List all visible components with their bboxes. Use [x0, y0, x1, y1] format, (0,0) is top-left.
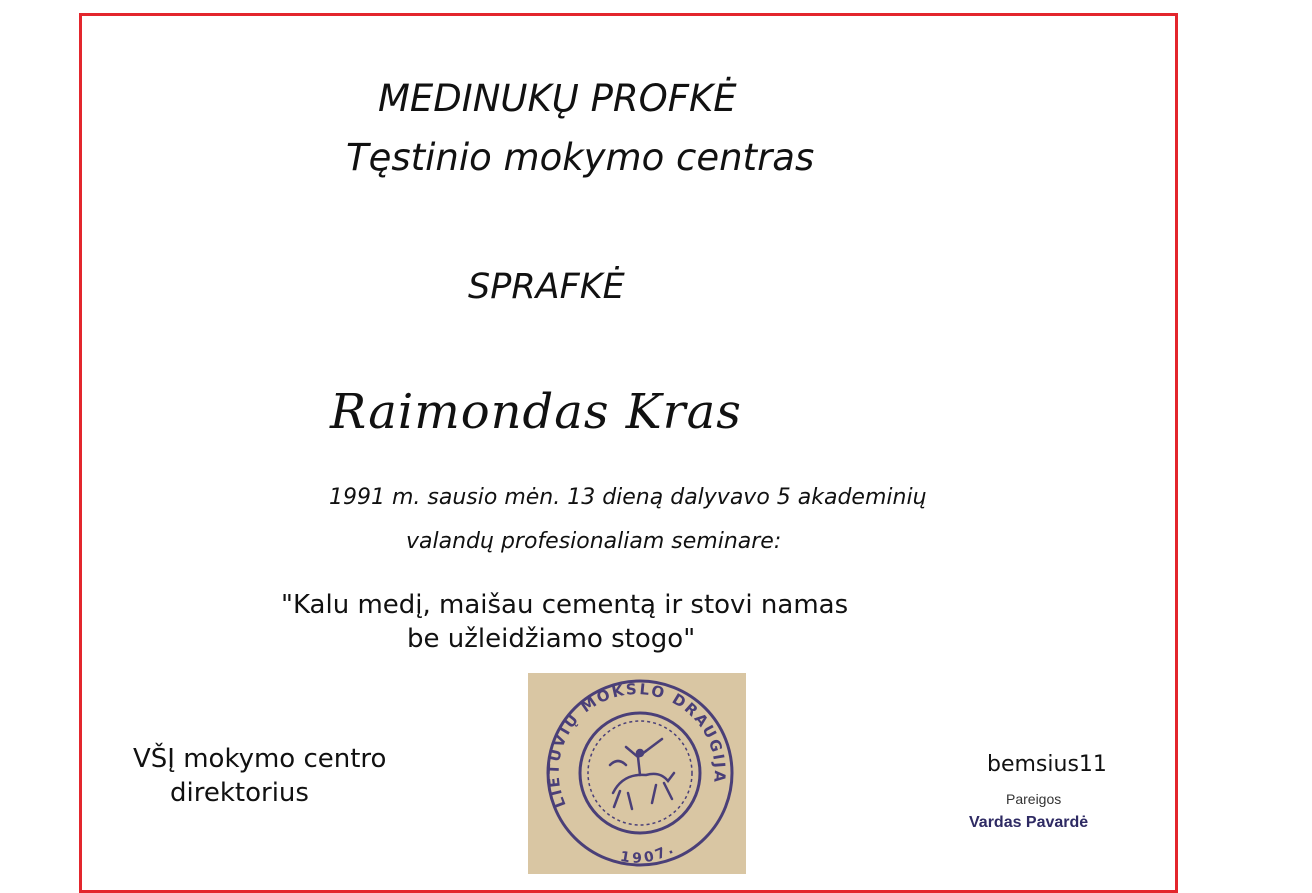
official-stamp — [528, 673, 746, 874]
horseman-emblem-icon — [610, 739, 674, 809]
signer-name: Vardas Pavardė — [969, 814, 1089, 831]
stamp-text-top: LIETUVIŲ MOKSLO DRAUGIJA — [544, 679, 730, 811]
body-text-line-2: valandų profesionaliam seminare: — [406, 529, 782, 554]
body-text-line-1: 1991 m. sausio mėn. 13 dieną dalyvavo 5 akademinių — [329, 485, 927, 510]
seminar-title-line-2: be užleidžiamo stogo" — [407, 624, 696, 654]
svg-text:LIETUVIŲ MOKSLO DRAUGIJA — [545, 680, 729, 810]
organization-subtitle: Tęstinio mokymo centras — [346, 136, 815, 179]
director-title-line-2: direktorius — [170, 778, 309, 808]
seminar-title-line-1: "Kalu medį, maišau cementą ir stovi namas — [281, 590, 849, 620]
director-title-line-1: VŠĮ mokymo centro — [133, 744, 387, 774]
stamp-year: 1907. — [619, 839, 679, 867]
svg-text:1907. — [619, 840, 679, 867]
document-title: SPRAFKĖ — [468, 267, 625, 307]
signer-position: Pareigos — [1006, 791, 1062, 807]
organization-name: MEDINUKŲ PROFKĖ — [378, 77, 737, 120]
signature: bemsius11 — [987, 752, 1107, 777]
recipient-name: Raimondas Kras — [330, 384, 742, 440]
